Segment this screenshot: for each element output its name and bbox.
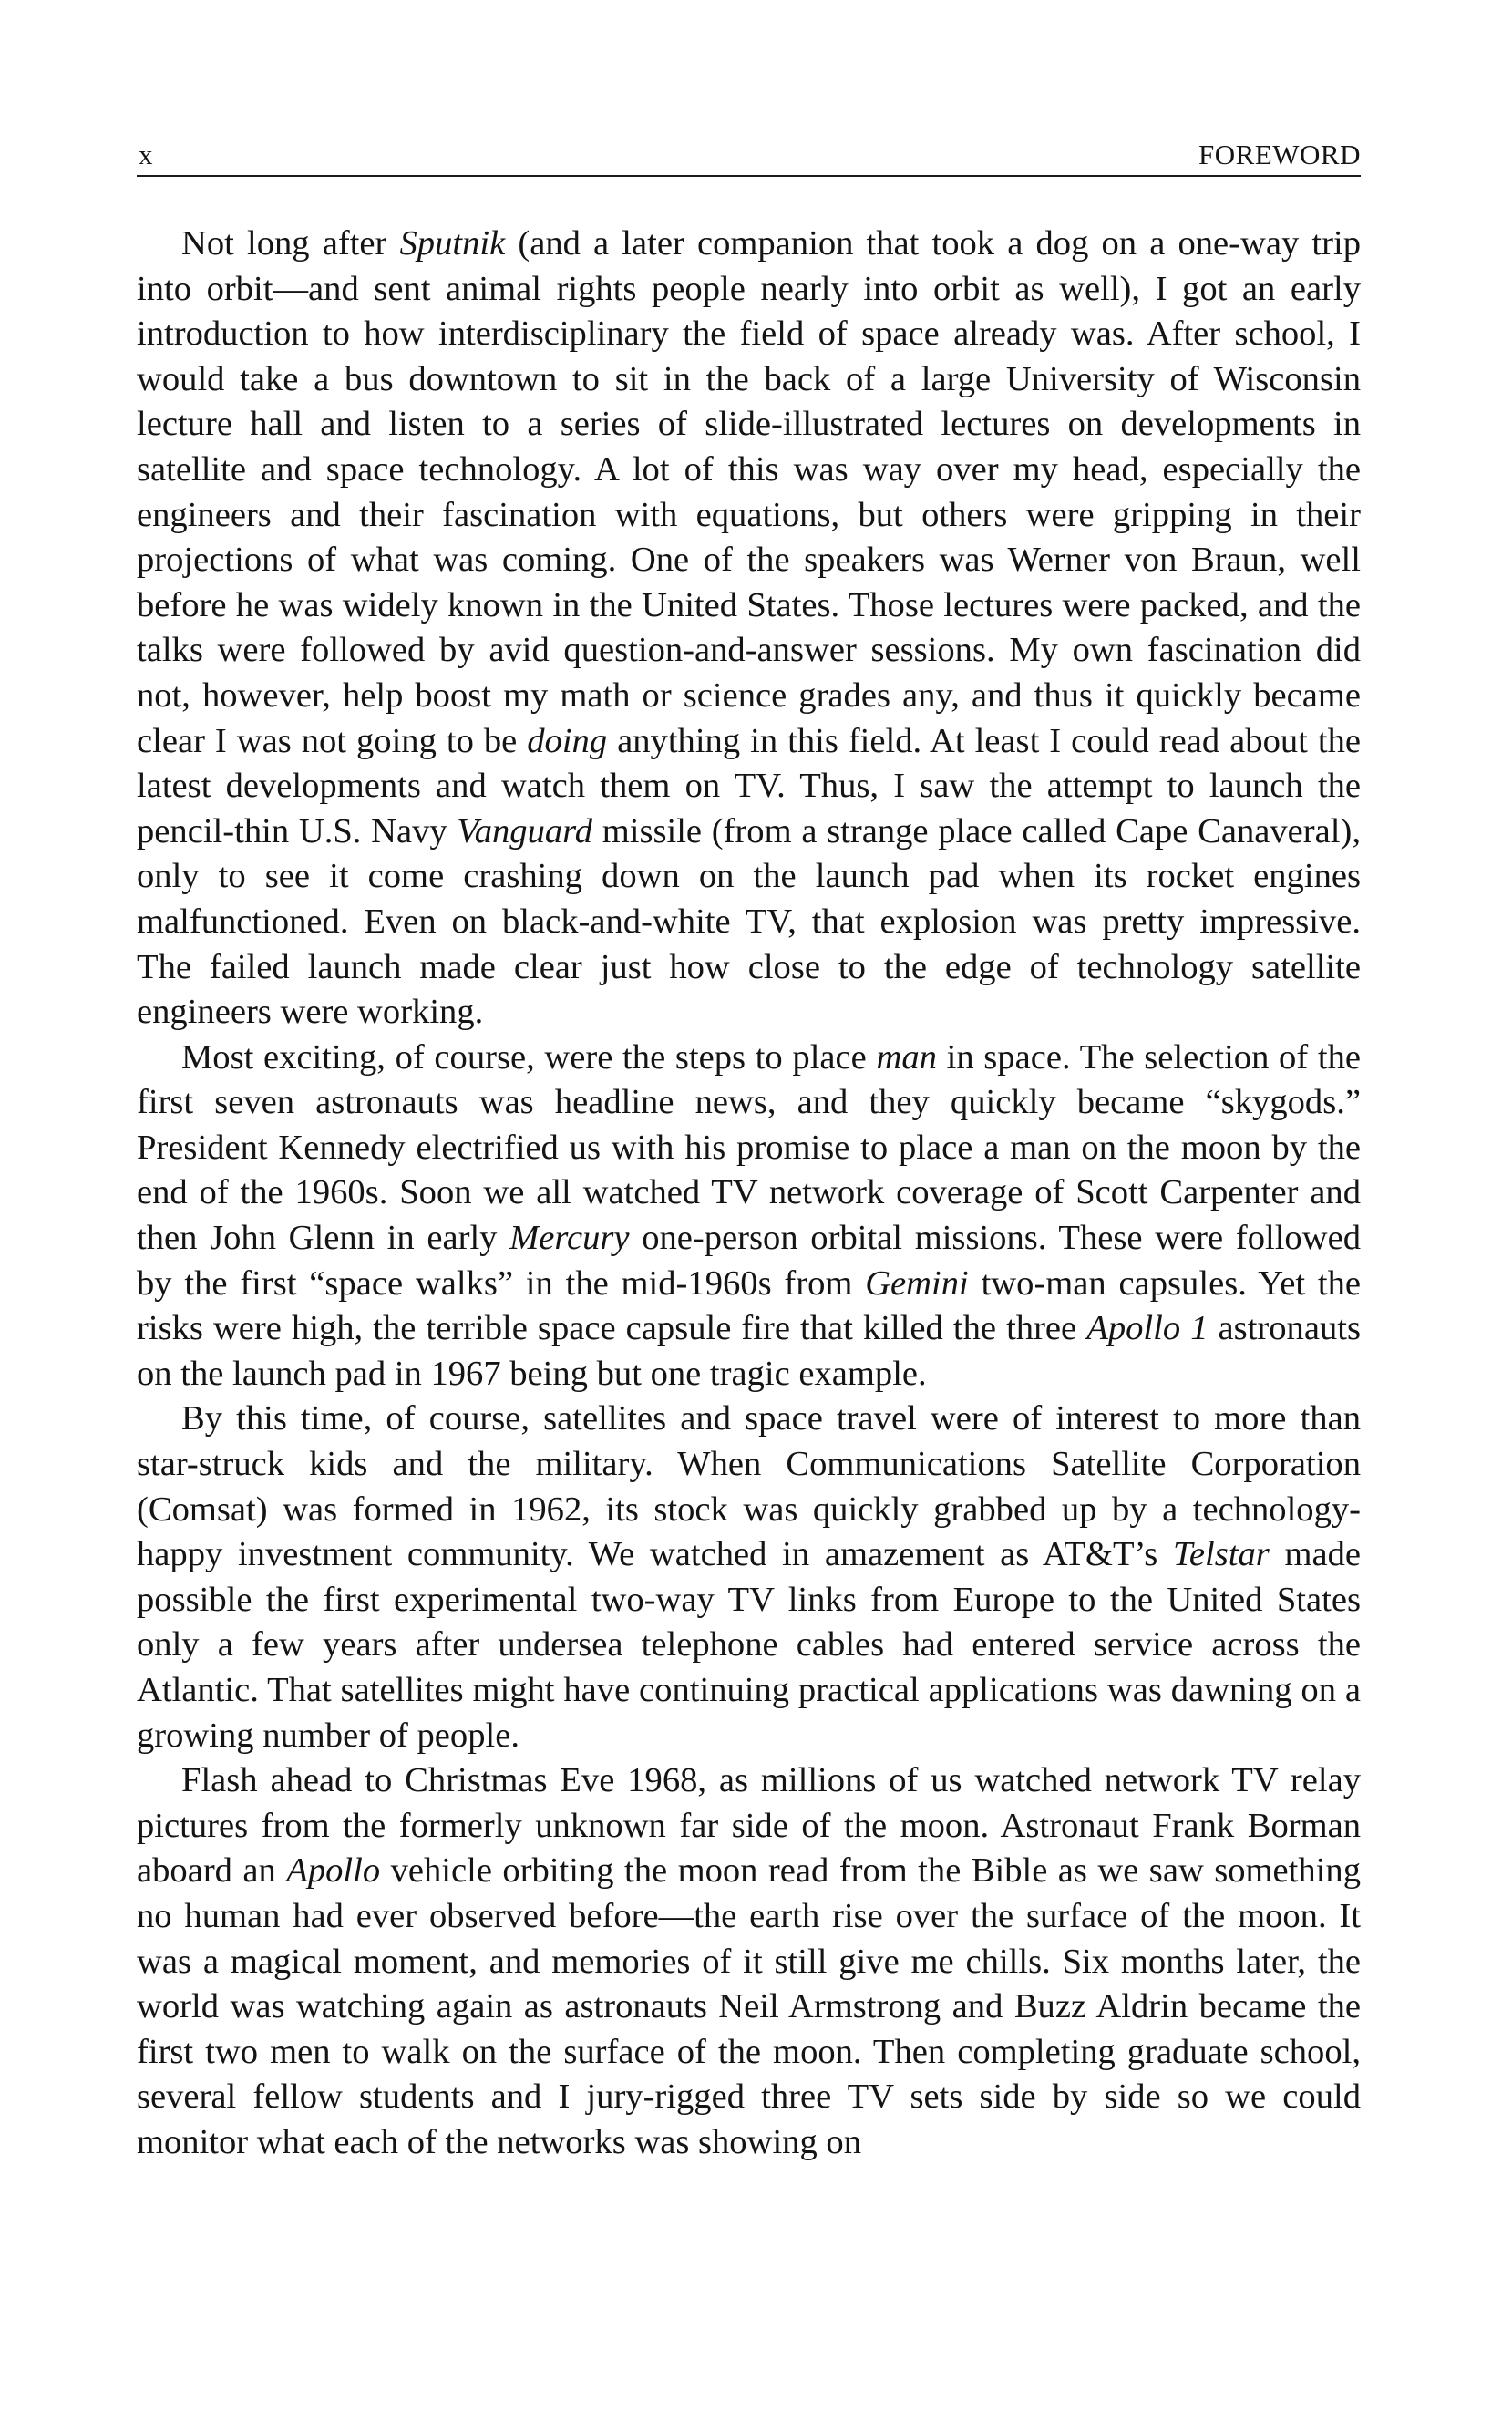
- text-run: in space. The selection of the first seven astronauts was headline news, and they quickly became “skygods.” President Kennedy electrified us with his promise to place a man on the moon by the end of the 1960s. Soon we all watched TV network coverage of Scott Carpenter and then John Glenn in early: [137, 1037, 1361, 1258]
- section-title: FOREWORD: [1198, 139, 1361, 170]
- text-run: anything in this field. At least I could read about the latest developments and watch them on TV. Thus, I saw the attempt to launch the pencil-thin U.S. Navy: [137, 721, 1361, 850]
- paragraph: [137, 1036, 1361, 1397]
- italic-text-run: Telstar: [1172, 1535, 1270, 1574]
- text-run: made possible the first experimental two-way TV links from Europe to the United States only a few years after undersea telephone cables had entered service across the Atlantic. That satellites might have continuing practical applications was dawning on a growing number of people.: [137, 1535, 1362, 1755]
- italic-text-run: man: [876, 1037, 937, 1077]
- running-head: [137, 135, 1361, 177]
- text-run: astronauts on the launch pad in 1967 being but one tragic example.: [137, 1309, 1361, 1393]
- text-run: Most exciting, of course, were the steps to place: [181, 1037, 877, 1077]
- text-run: vehicle orbiting the moon read from the Bible as we saw something no human had ever observed before—the earth rise over the surface of the moon. It was a magical moment, and memories of it still give me chills. Six months later, the world was watching again as astronauts Neil Armstrong and Buzz Aldrin became the first two men to walk on the surface of the moon. Then completing graduate school, several fellow students and I jury-rigged three TV sets side by side so we could monitor what each of the networks was showing on: [137, 1851, 1361, 2161]
- italic-text-run: Sputnik: [399, 224, 506, 263]
- text-run: Not long after: [181, 224, 400, 263]
- text-run: By this time, of course, satellites and space travel were of interest to more than star-struck kids and the military. When Communications Satellite Corporation (Comsat) was formed in 1962, its stock was quickly grabbed up by a technology-happy investment community. We watched in amazement as AT&T’s: [137, 1399, 1361, 1574]
- italic-text-run: Apollo 1: [1086, 1309, 1209, 1348]
- text-run: missile (from a strange place called Cape Canaveral), only to see it come crashing down on the launch pad when its rocket engines malfunctioned. Even on black-and-white TV, that explosion was pretty impressive. The failed launch made clear just how close to the edge of technology satellite engineers were working.: [137, 811, 1361, 1032]
- italic-text-run: doing: [527, 721, 608, 760]
- italic-text-run: Apollo: [286, 1851, 381, 1891]
- paragraph: [137, 222, 1361, 1036]
- paragraph: [137, 1758, 1361, 2165]
- body-text: [137, 222, 1361, 2166]
- text-run: (and a later companion that took a dog on a one-way trip into orbit—and sent animal rights people nearly into orbit as well), I got an early introduction to how interdisciplinary the field of space already was. After school, I would take a bus downtown to sit in the back of a large University of Wisconsin lecture hall and listen to a series of slide-illustrated lectures on developments in satellite and space technology. A lot of this was way over my head, especially the engineers and their fascination with equations, but others were gripping in their projections of what was coming. One of the speakers was Werner von Braun, well before he was widely known in the United States. Those lectures were packed, and the talks were followed by avid question-and-answer sessions. My own fascination did not, however, help boost my math or science grades any, and thus it quickly became clear I was not going to be: [137, 224, 1361, 760]
- italic-text-run: Gemini: [865, 1263, 969, 1303]
- text-run: two-man capsules. Yet the risks were high, the terrible space capsule fire that killed the three: [137, 1263, 1361, 1348]
- italic-text-run: Mercury: [509, 1219, 630, 1258]
- text-run: Flash ahead to Christmas Eve 1968, as millions of us watched network TV relay pictures from the formerly unknown far side of the moon. Astronaut Frank Borman aboard an: [137, 1761, 1361, 1891]
- text-run: one-person orbital missions. These were followed by the first “space walks” in the mid-1960s from: [137, 1219, 1361, 1303]
- italic-text-run: Vanguard: [457, 811, 593, 850]
- page-number: x: [139, 139, 153, 170]
- paragraph: [137, 1397, 1361, 1758]
